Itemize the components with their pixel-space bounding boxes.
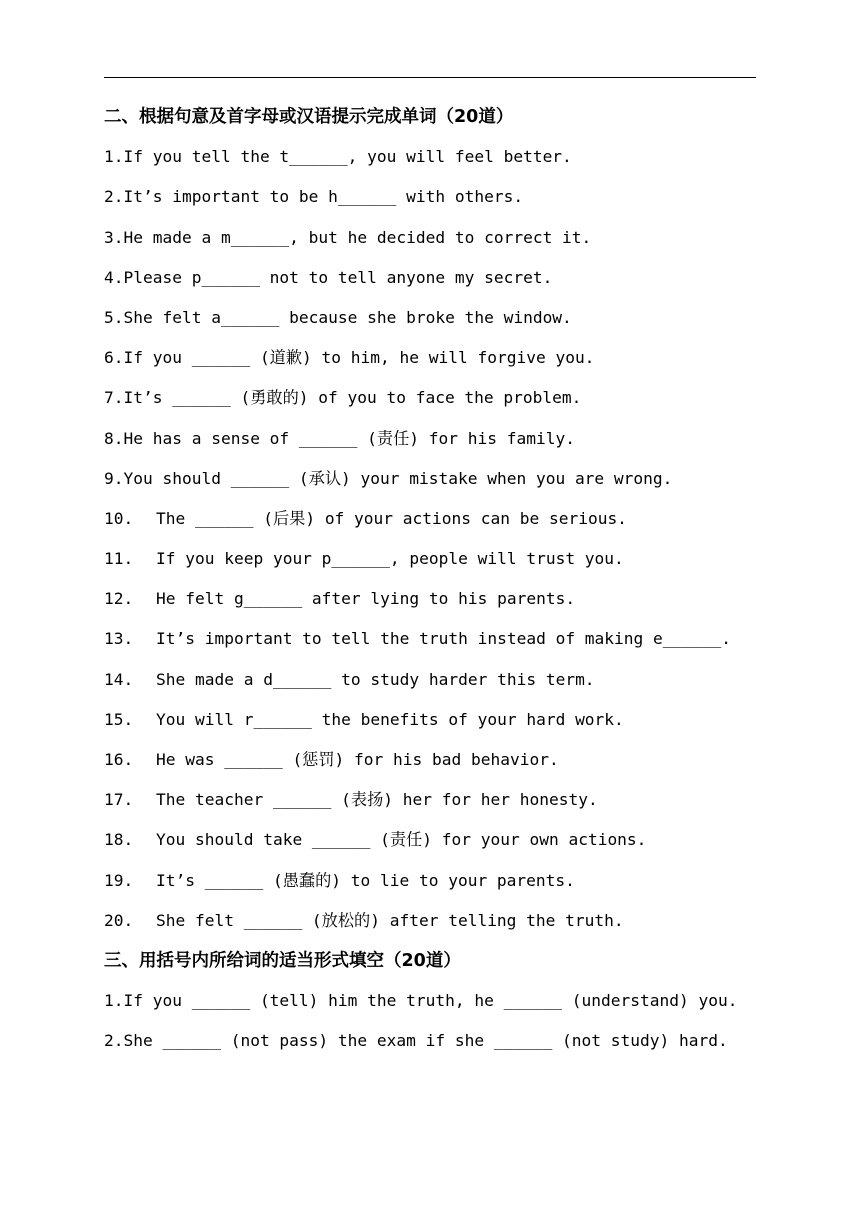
section-heading-3: 三、用括号内所给词的适当形式填空（20道） [104, 950, 461, 971]
question-number: 14. [104, 669, 134, 689]
question-1 [104, 137, 794, 177]
question-number: 8. [104, 428, 124, 448]
question-17 [104, 780, 794, 820]
question-text: It’s ______ (愚蠢的) to lie to your parents. [156, 870, 575, 890]
question-4 [104, 258, 794, 298]
question-text: If you ______ (道歉) to him, he will forgive you. [123, 348, 595, 368]
question-number: 6. [104, 348, 124, 368]
question-text: She ______ (not pass) the exam if she ______ (not study) hard. [123, 1031, 728, 1051]
question-number: 10. [104, 508, 134, 528]
question-14 [104, 660, 794, 700]
question-number: 2. [104, 187, 124, 207]
question-number: 13. [104, 629, 134, 649]
question-13 [104, 619, 794, 659]
question-number: 19. [104, 870, 134, 890]
question-text: If you ______ (tell) him the truth, he ______ (understand) you. [123, 991, 738, 1011]
question-text: She felt a______ because she broke the window. [123, 307, 572, 327]
question-16 [104, 740, 794, 780]
question-text: It’s important to be h______ with others. [123, 187, 524, 207]
question-text: It’s ______ (勇敢的) of you to face the problem. [123, 388, 582, 408]
question-text: If you keep your p______, people will trust you. [156, 549, 624, 569]
question-8 [104, 419, 794, 459]
question-text: The teacher ______ (表扬) her for her honesty. [156, 790, 598, 810]
question-number: 12. [104, 589, 134, 609]
question-text: Please p______ not to tell anyone my secret. [123, 267, 553, 287]
question-text: She felt ______ (放松的) after telling the truth. [156, 910, 624, 930]
question-1 [104, 981, 794, 1021]
question-text: It’s important to tell the truth instead of making e______. [156, 629, 731, 649]
question-number: 1. [104, 147, 124, 167]
question-5 [104, 298, 794, 338]
question-20 [104, 901, 794, 941]
question-text: If you tell the t______, you will feel better. [123, 147, 572, 167]
question-text: He made a m______, but he decided to correct it. [123, 227, 592, 247]
question-number: 2. [104, 1031, 124, 1051]
question-number: 11. [104, 549, 134, 569]
question-number: 9. [104, 468, 124, 488]
question-number: 7. [104, 388, 124, 408]
question-3 [104, 218, 794, 258]
question-text: You should take ______ (责任) for your own actions. [156, 830, 647, 850]
question-18 [104, 820, 794, 860]
question-15 [104, 700, 794, 740]
question-text: She made a d______ to study harder this term. [156, 669, 595, 689]
question-number: 18. [104, 830, 134, 850]
question-number: 4. [104, 267, 124, 287]
question-2 [104, 177, 794, 217]
question-text: He felt g______ after lying to his parents. [156, 589, 576, 609]
question-text: The ______ (后果) of your actions can be serious. [156, 508, 627, 528]
question-number: 17. [104, 790, 134, 810]
question-11 [104, 539, 794, 579]
question-19 [104, 861, 794, 901]
question-number: 16. [104, 750, 134, 769]
question-text: You will r______ the benefits of your hard work. [156, 709, 624, 729]
question-7 [104, 378, 794, 418]
question-12 [104, 579, 794, 619]
question-number: 20. [104, 910, 134, 930]
question-text: You should ______ (承认) your mistake when you are wrong. [123, 468, 673, 488]
worksheet [104, 97, 794, 1062]
section-heading-2: 二、根据句意及首字母或汉语提示完成单词（20道） [104, 107, 514, 127]
question-number: 5. [104, 307, 124, 327]
question-number: 15. [104, 709, 134, 729]
question-number: 1. [104, 991, 124, 1011]
question-10 [104, 499, 794, 539]
question-2 [104, 1021, 794, 1061]
header-rule [104, 77, 756, 78]
question-9 [104, 459, 794, 499]
question-text: He was ______ (惩罚) for his bad behavior. [156, 750, 559, 769]
question-number: 3. [104, 227, 124, 247]
question-6 [104, 338, 794, 378]
question-text: He has a sense of ______ (责任) for his family. [123, 428, 575, 448]
